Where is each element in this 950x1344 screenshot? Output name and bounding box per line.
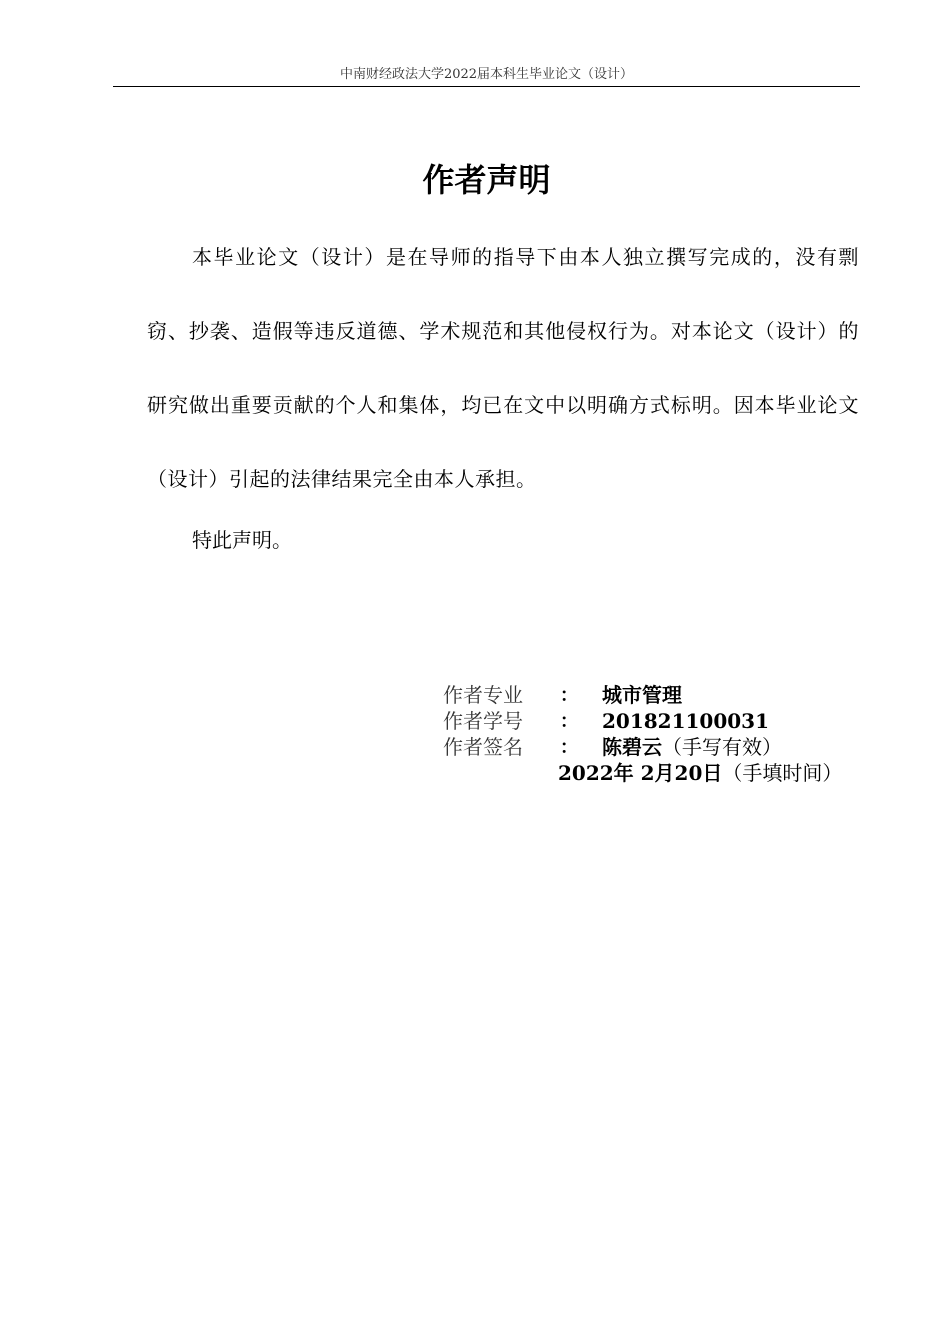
- declaration-body: [147, 220, 859, 516]
- date-line: [558, 760, 858, 786]
- page-title: 作者声明: [422, 161, 551, 199]
- signature-row: [443, 734, 863, 760]
- declaration-closing: 特此声明。: [192, 528, 292, 552]
- student-id-colon: ：: [560, 711, 578, 732]
- declaration-paragraph: 本毕业论文（设计）是在导师的指导下由本人独立撰写完成的，没有剽窃、抄袭、造假等违反道德、学术规范和其他侵权行为。对本论文（设计）的研究做出重要贡献的个人和集体，均已在文中以明确方式标明。因本毕业论文（设计）引起的法律结果完全由本人承担。: [147, 245, 859, 491]
- student-id-value: 201821100031: [602, 709, 769, 733]
- date-value: 2022年 2月20日: [558, 761, 723, 785]
- signature-note: （手写有效）: [662, 735, 782, 759]
- signature-colon: ：: [560, 737, 578, 758]
- major-label: 作者专业: [443, 683, 523, 707]
- date-note: （手填时间）: [722, 761, 843, 785]
- student-id-label: 作者学号: [443, 709, 523, 733]
- major-row: [443, 682, 863, 708]
- signature-name: 陈碧云: [602, 735, 662, 759]
- header-rule: [113, 86, 860, 87]
- running-header: 中南财经政法大学2022届本科生毕业论文（设计）: [339, 67, 634, 82]
- signature-label: 作者签名: [443, 735, 523, 759]
- major-colon: ：: [560, 685, 578, 706]
- signature-value-wrap: [602, 734, 782, 760]
- signature-block: [443, 682, 863, 786]
- major-value: 城市管理: [602, 683, 682, 707]
- student-id-row: [443, 708, 863, 734]
